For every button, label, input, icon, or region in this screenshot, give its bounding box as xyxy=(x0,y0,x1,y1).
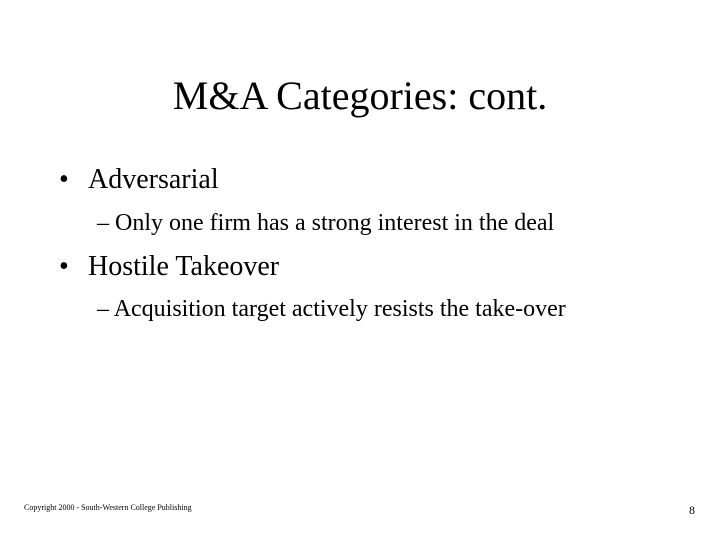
sub-bullet-item xyxy=(97,208,554,238)
bullet-text: Adversarial xyxy=(88,164,219,195)
sub-bullet-text: Only one firm has a strong interest in the deal xyxy=(115,210,555,236)
bullet-marker: • xyxy=(59,251,69,282)
copyright-footer: Copyright 2000 - South-Western College Publishing xyxy=(24,503,192,512)
slide-title: M&A Categories: cont. xyxy=(172,73,548,118)
page-number: 8 xyxy=(689,503,695,517)
sub-bullet-item xyxy=(97,294,566,324)
sub-bullet-marker: – xyxy=(97,210,109,236)
bullet-item xyxy=(59,163,219,197)
sub-bullet-text: Acquisition target actively resists the take-over xyxy=(113,296,566,322)
bullet-marker: • xyxy=(59,164,69,195)
sub-bullet-marker: – xyxy=(97,296,109,322)
bullet-text: Hostile Takeover xyxy=(88,251,280,282)
bullet-item xyxy=(59,250,279,284)
